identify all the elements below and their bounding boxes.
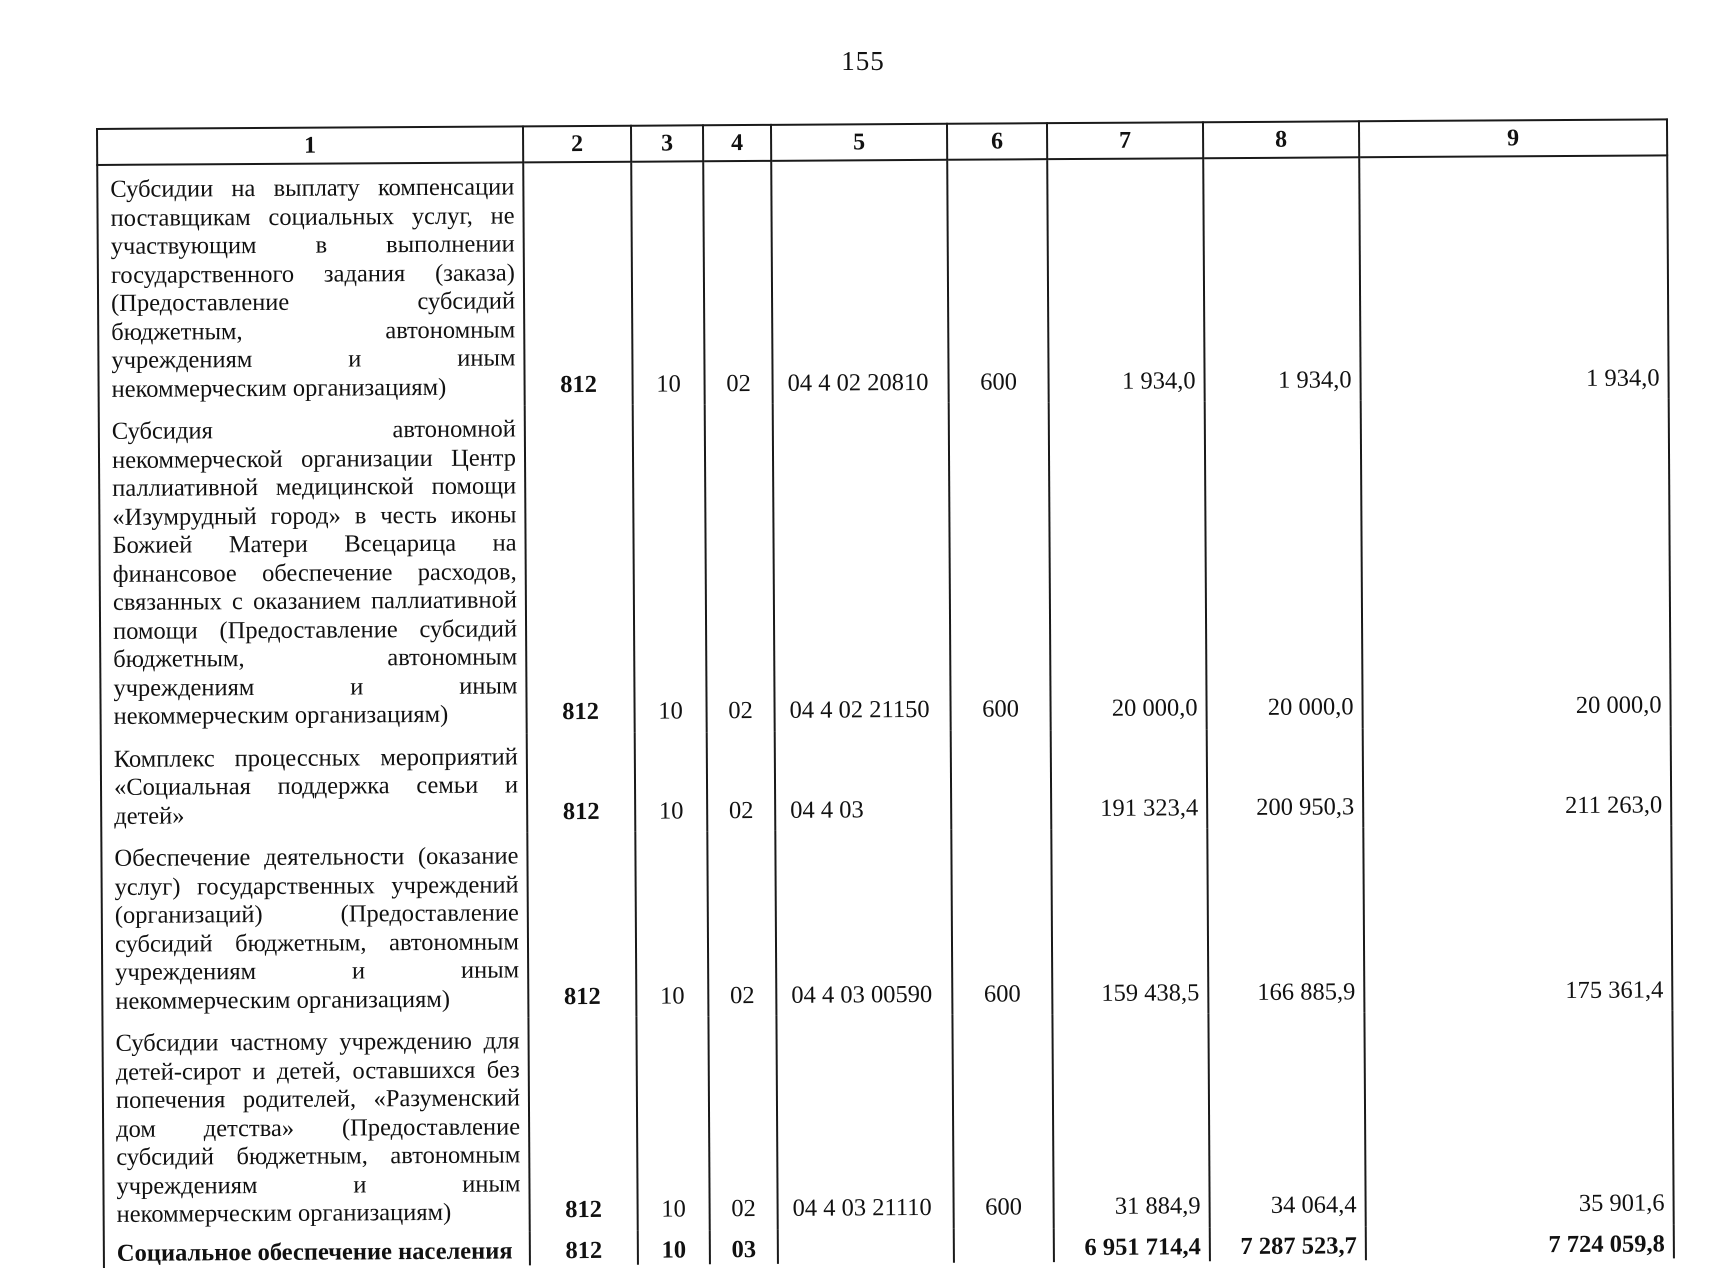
header-cell: 5 xyxy=(771,124,947,161)
row-amount-col9: 175 361,4 xyxy=(1363,825,1672,1012)
row-amount-col7: 20 000,0 xyxy=(1049,401,1207,729)
row-description: Субсидия автономной некоммерческой организации Центр паллиативной медицинской помощи «Изумрудный город» в честь иконы Божией Матери Всецарица на финансовое обеспечение расходов, связанных с оказанием паллиативной помощи (Предоставление субсидий бюджетным, автономным учреждениям и иным некоммерческим организациям) xyxy=(99,405,527,735)
row-amount-col9: 7 724 059,8 xyxy=(1366,1224,1674,1260)
row-expense-type: 600 xyxy=(952,1014,1053,1228)
table-row xyxy=(101,825,1672,1020)
row-section-code: 10 xyxy=(638,1230,710,1265)
row-section-code: 10 xyxy=(635,831,708,1016)
row-description: Обеспечение деятельности (оказание услуг) государственных учреждений (организаций) (Предоставление субсидий бюджетным, автономным учреждениям и иным некоммерческим организациям) xyxy=(101,832,528,1020)
row-amount-col7: 159 438,5 xyxy=(1051,828,1208,1014)
row-target-article: 04 4 03 00590 xyxy=(775,830,952,1016)
budget-table xyxy=(96,118,1675,1268)
row-target-article: 04 4 03 xyxy=(775,730,952,831)
header-cell: 7 xyxy=(1047,122,1203,159)
row-description: Субсидии на выплату компенсации поставщикам социальных услуг, не участвующим в выполнении государственного задания (заказа) (Предоставление субсидий бюджетным, автономным учреждениям и иным некоммерческим организациям) xyxy=(97,162,524,408)
budget-table-sheet xyxy=(96,118,1673,1268)
header-cell: 3 xyxy=(631,125,703,161)
row-amount-col7: 31 884,9 xyxy=(1052,1013,1209,1227)
row-ministry-code: 812 xyxy=(527,732,636,832)
row-ministry-code: 812 xyxy=(523,162,632,406)
header-cell: 6 xyxy=(947,123,1047,160)
row-section-code: 10 xyxy=(633,404,707,732)
row-subsection-code: 02 xyxy=(707,831,776,1016)
row-amount-col9: 35 901,6 xyxy=(1364,1010,1673,1225)
row-target-article: 04 4 02 21150 xyxy=(773,403,951,732)
row-expense-type xyxy=(951,730,1052,830)
row-amount-col8: 1 934,0 xyxy=(1203,157,1360,401)
row-target-article xyxy=(778,1228,954,1264)
row-ministry-code: 812 xyxy=(527,832,636,1018)
table-row xyxy=(101,726,1672,835)
row-target-article: 04 4 03 21110 xyxy=(776,1015,953,1230)
row-amount-col9: 1 934,0 xyxy=(1359,155,1668,400)
row-description: Субсидии частному учреждению для детей-сирот и детей, оставшихся без попечения родителей, «Разуменский дом детства» (Предоставление субсидий бюджетным, автономным учреждениям и иным некоммерческим организациям) xyxy=(102,1017,529,1233)
row-section-code: 10 xyxy=(636,1016,709,1230)
header-cell: 2 xyxy=(523,126,631,163)
row-description: Социальное обеспечение населения xyxy=(104,1231,530,1268)
row-subsection-code: 02 xyxy=(707,731,776,831)
row-section-code: 10 xyxy=(631,161,704,404)
row-amount-col8: 34 064,4 xyxy=(1208,1012,1365,1226)
row-amount-col7: 191 323,4 xyxy=(1051,729,1208,829)
row-ministry-code: 812 xyxy=(528,1017,637,1231)
row-amount-col8: 20 000,0 xyxy=(1205,400,1363,728)
row-target-article: 04 4 02 20810 xyxy=(771,160,948,404)
header-cell: 9 xyxy=(1359,119,1667,157)
table-row xyxy=(102,1010,1673,1233)
row-ministry-code: 812 xyxy=(525,405,635,733)
table-row xyxy=(99,398,1671,735)
row-subsection-code: 02 xyxy=(708,1016,777,1230)
row-amount-col8: 166 885,9 xyxy=(1207,827,1364,1013)
row-expense-type xyxy=(954,1228,1054,1263)
row-expense-type: 600 xyxy=(947,159,1048,403)
row-amount-col9: 211 263,0 xyxy=(1363,726,1672,827)
row-expense-type: 600 xyxy=(949,402,1051,730)
row-amount-col9: 20 000,0 xyxy=(1361,398,1671,727)
header-cell: 1 xyxy=(97,126,523,165)
row-subsection-code: 02 xyxy=(703,161,772,404)
table-row xyxy=(97,155,1668,408)
row-ministry-code: 812 xyxy=(530,1230,638,1265)
row-amount-col8: 200 950,3 xyxy=(1207,728,1364,828)
row-amount-col8: 7 287 523,7 xyxy=(1210,1226,1366,1261)
page-number: 155 xyxy=(841,46,885,76)
row-amount-col7: 6 951 714,4 xyxy=(1054,1227,1210,1262)
header-cell: 4 xyxy=(703,125,771,161)
row-subsection-code: 02 xyxy=(705,404,775,732)
header-cell: 8 xyxy=(1203,121,1359,158)
row-amount-col7: 1 934,0 xyxy=(1047,158,1204,402)
row-section-code: 10 xyxy=(635,732,708,832)
row-description: Комплекс процессных мероприятий «Социальная поддержка семьи и детей» xyxy=(101,733,528,835)
row-expense-type: 600 xyxy=(951,829,1052,1015)
row-subsection-code: 03 xyxy=(710,1229,778,1264)
